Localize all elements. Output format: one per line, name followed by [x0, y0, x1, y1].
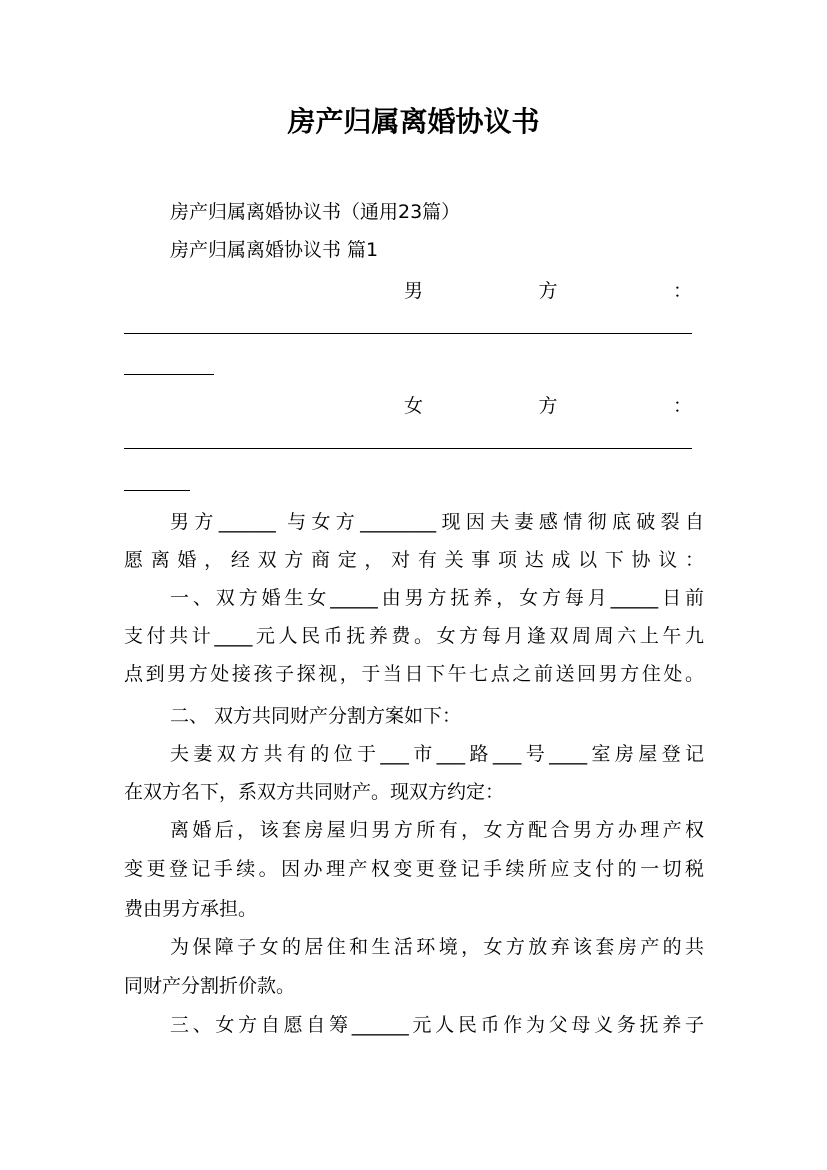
paragraph-line: 支付共计____元人民币抚养费。女方每月逢双周周六上午九 [124, 625, 704, 647]
paragraph-line: 在双方名下，系双方共同财产。现双方约定： [124, 781, 505, 803]
male-party-label [404, 279, 692, 303]
paragraph-line: 夫妻双方共有的位于___市___路___号____室房屋登记 [170, 743, 704, 765]
male-party-blank-line-cont [124, 374, 214, 375]
female-label-char: 女 [404, 395, 424, 417]
document-subtitle: 房产归属离婚协议书（通用23篇） [170, 201, 461, 223]
male-label-char: 方 [538, 280, 558, 302]
document-title: 房产归属离婚协议书 [287, 105, 540, 138]
male-party-blank-line [124, 333, 692, 334]
paragraph-line: 为保障子女的居住和生活环境，女方放弃该套房产的共 [170, 936, 704, 958]
female-label-char: 方 [538, 395, 558, 417]
paragraph-line: 二、 双方共同财产分割方案如下： [170, 705, 462, 727]
female-label-char: ： [672, 395, 692, 417]
paragraph-line: 点到男方处接孩子探视，于当日下午七点之前送回男方住处。 [124, 663, 704, 685]
male-label-char: 男 [404, 280, 424, 302]
paragraph-line: 离婚后，该套房屋归男方所有，女方配合男方办理产权 [170, 819, 704, 841]
female-party-blank-line-cont [124, 490, 190, 491]
paragraph-line: 变更登记手续。因办理产权变更登记手续所应支付的一切税 [124, 858, 704, 880]
paragraph-line: 同财产分割折价款。 [124, 975, 296, 997]
female-party-label [404, 394, 692, 418]
section-heading: 房产归属离婚协议书 篇1 [170, 239, 379, 261]
paragraph-line: 费由男方承担。 [124, 898, 258, 920]
female-party-blank-line [124, 448, 692, 449]
paragraph-line: 三、女方自愿自筹______元人民币作为父母义务抚养子 [170, 1014, 704, 1036]
paragraph-line: 愿离婚，经双方商定，对有关事项达成以下协议： [124, 549, 704, 571]
paragraph-line: 男方______ 与女方________现因夫妻感情彻底破裂自 [170, 511, 704, 533]
male-label-char: ： [672, 280, 692, 302]
paragraph-line: 一、双方婚生女_____由男方抚养，女方每月_____日前 [170, 587, 704, 609]
